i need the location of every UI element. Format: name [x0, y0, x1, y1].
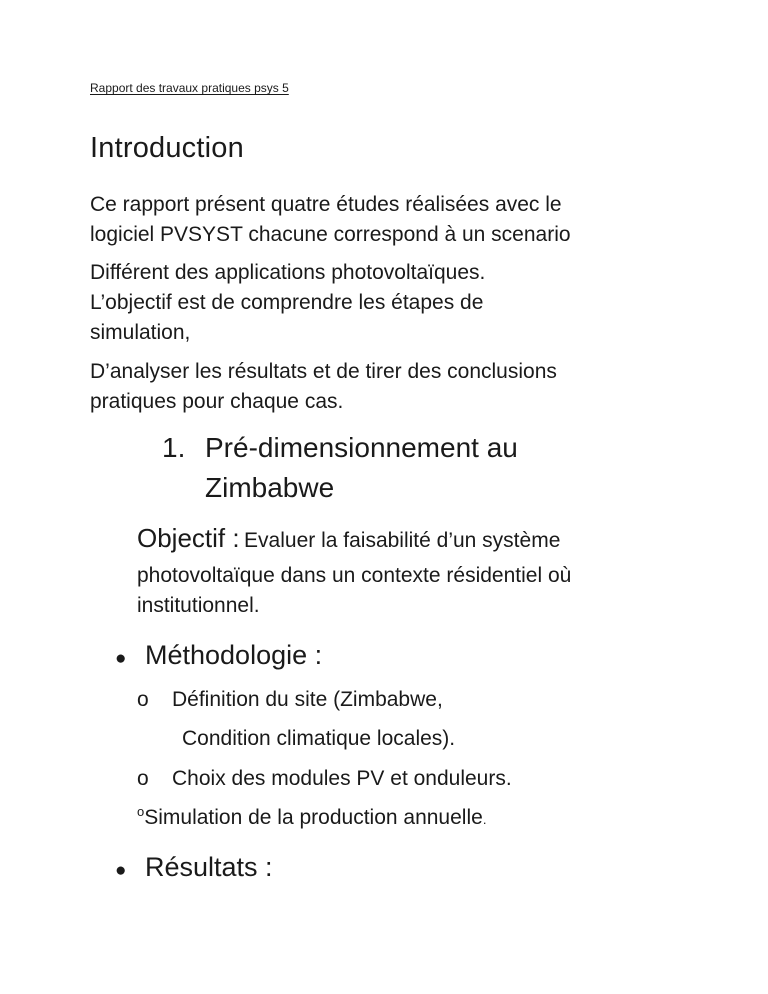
- o-bullet-icon: o: [137, 688, 149, 711]
- list-number: 1.: [162, 432, 186, 463]
- superscript-o-bullet: o: [137, 804, 145, 819]
- list-item-text: Définition du site (Zimbabwe,: [172, 688, 443, 711]
- paragraph-line: pratiques pour chaque cas.: [90, 390, 344, 413]
- paragraph-line: Différent des applications photovoltaïques.: [90, 261, 486, 284]
- paragraph-intro-1: [90, 190, 680, 250]
- section-title-introduction: Introduction: [90, 132, 244, 164]
- list-item-condition-climatique: [182, 724, 680, 754]
- paragraph-line: logiciel PVSYST chacune correspond à un scenario: [90, 223, 571, 246]
- list-item-simulation: [137, 803, 680, 835]
- bullet-icon: ●: [115, 860, 127, 881]
- o-bullet-icon: o: [137, 767, 149, 790]
- objectif-line: institutionnel.: [137, 594, 260, 617]
- list-item-text: Simulation de la production annuelle: [144, 806, 483, 829]
- objectif-label: Objectif :: [137, 523, 240, 553]
- heading-label: Résultats :: [145, 852, 273, 882]
- paragraph-line: L’objectif est de comprendre les étapes de: [90, 291, 484, 314]
- paragraph-line: Ce rapport présent quatre études réalisées avec le: [90, 193, 562, 216]
- bullet-icon: ●: [115, 648, 127, 669]
- heading-predimensionnement: [162, 428, 680, 508]
- list-item-choix-modules: [137, 764, 680, 794]
- heading-label: Méthodologie :: [145, 640, 323, 670]
- heading-methodologie: [115, 637, 680, 677]
- paragraph-intro-2: [90, 258, 680, 348]
- objectif-text: Evaluer la faisabilité d’un système: [244, 529, 561, 552]
- list-item-text: Condition climatique locales).: [182, 727, 456, 750]
- heading-resultats: [115, 849, 680, 889]
- list-item-text: Choix des modules PV et onduleurs.: [172, 767, 512, 790]
- document-header-title: Rapport des travaux pratiques psys 5: [90, 81, 289, 95]
- paragraph-intro-3: [90, 357, 680, 417]
- small-period: .: [482, 812, 487, 827]
- heading-line: Pré-dimensionnement au: [205, 432, 518, 463]
- heading-line: Zimbabwe: [205, 472, 335, 503]
- objectif-first-line: [137, 520, 680, 561]
- paragraph-line: D’analyser les résultats et de tirer des conclusions: [90, 360, 557, 383]
- objectif-line: photovoltaïque dans un contexte résidentiel où: [137, 564, 572, 587]
- heading-text: [205, 428, 518, 508]
- list-item-definition-site: [137, 685, 680, 715]
- paragraph-line: simulation,: [90, 321, 191, 344]
- objectif-paragraph: [137, 520, 680, 621]
